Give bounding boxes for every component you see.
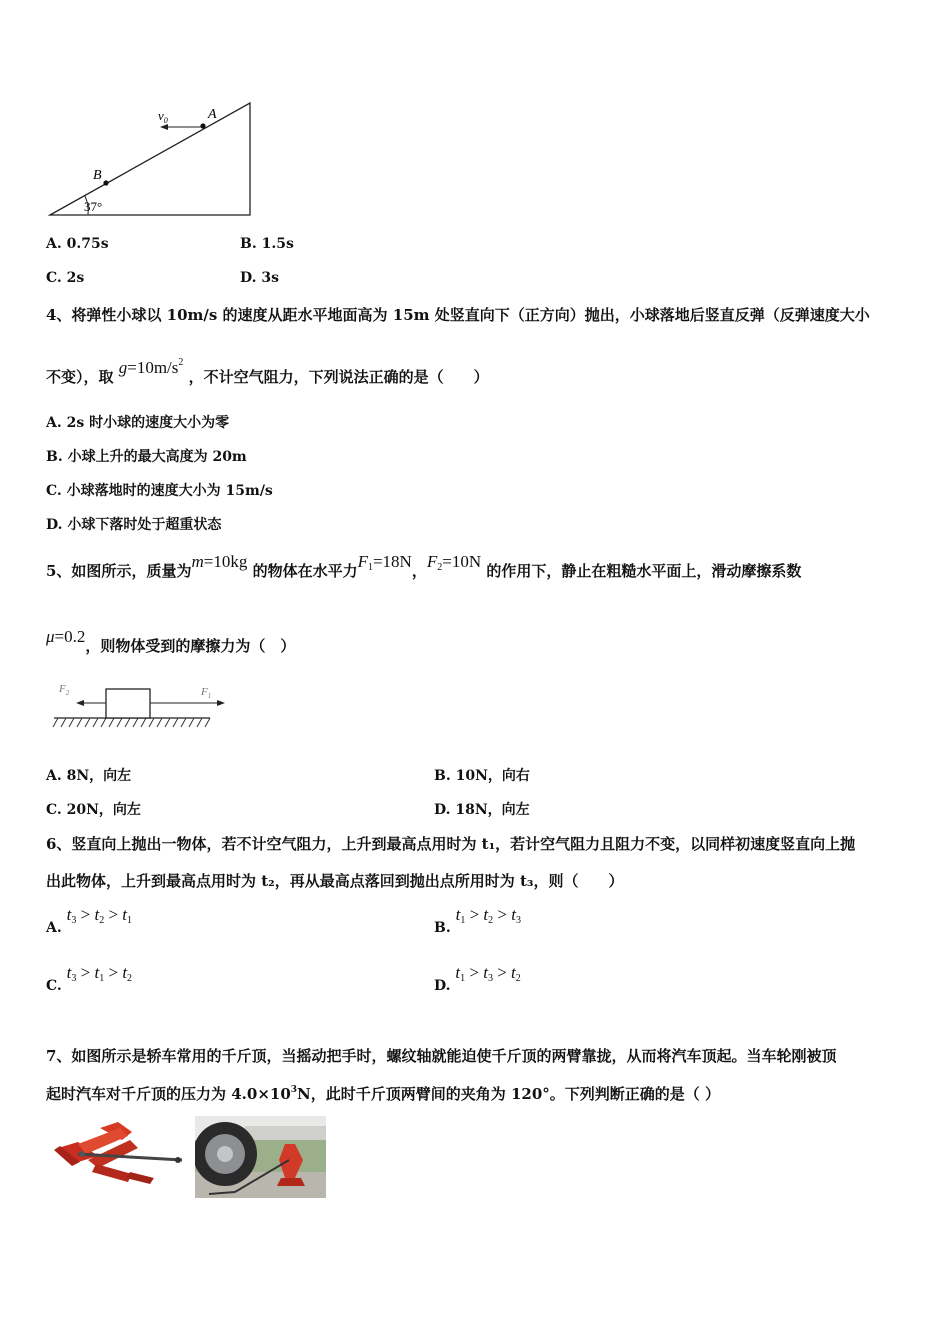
q5-option-b: B. 10N，向右	[434, 768, 530, 784]
q6-stem-line2: 出此物体，上升到最高点用时为 t₂，再从最高点落回到抛出点所用时为 t₃，则（ ）	[46, 872, 624, 890]
q5-stem-line1: 5、如图所示，质量为m=10kg 的物体在水平力$F_1=18N$，$F_2=10N$ 的作用下，静止在粗糙水平面上，滑动摩擦系数	[46, 552, 802, 580]
q7-stem-line1: 7、如图所示是轿车常用的千斤顶，当摇动把手时，螺纹轴就能迫使千斤顶的两臂靠拢，从而将汽车顶起。当车轮刚被顶	[46, 1047, 837, 1065]
mass-formula: m=10kg	[191, 552, 248, 571]
car-jack-photo	[195, 1116, 326, 1198]
f1-label: $F_1$	[201, 686, 212, 700]
incline-figure	[40, 95, 270, 225]
q4-option-d: D. 小球下落时处于超重状态	[46, 517, 222, 533]
q5-option-a: A. 8N，向左	[46, 768, 132, 784]
q4-option-a: A. 2s 时小球的速度大小为零	[46, 415, 230, 431]
v0-label: $v_0$	[158, 108, 168, 125]
q6-stem-line1: 6、竖直向上抛出一物体，若不计空气阻力，上升到最高点用时为 t₁，若计空气阻力且阻力不变，以同样初速度竖直向上抛	[46, 835, 856, 853]
f2-formula: $F_2=10N$	[426, 552, 482, 573]
q3-option-b: B. 1.5s	[240, 236, 294, 252]
q7-stem-line2: 起时汽车对千斤顶的压力为 $4.0\times 10^3N$，此时千斤顶两臂间的夹角为 120°。下列判断正确的是（ ）	[46, 1085, 721, 1103]
mu-formula: μ=0.2	[46, 627, 86, 646]
q6-option-a-formula: $t_3 > t_2 > t_1$	[66, 905, 133, 926]
q3-option-c: C. 2s	[46, 270, 85, 286]
scissor-jack-photo	[48, 1120, 186, 1192]
point-b-label: B	[93, 168, 102, 183]
q5-stem-line2: μ=0.2，则物体受到的摩擦力为（ ）	[46, 627, 296, 655]
point-a-label: A	[208, 107, 217, 122]
q6-option-b: B. $t_1 > t_2 > t_3$	[434, 905, 521, 936]
f1-formula: $F_1=18N$	[357, 552, 412, 573]
g-formula: $g=10m/s^2$	[118, 357, 184, 377]
q4-stem-line1: 4、将弹性小球以 10m/s 的速度从距水平地面高为 15m 处竖直向下（正方向）抛出，小球落地后竖直反弹（反弹速度大小	[46, 306, 870, 324]
q4-option-c: C. 小球落地时的速度大小为 15m/s	[46, 483, 273, 499]
angle-label: 37°	[84, 199, 103, 214]
q6-option-b-formula: $t_1 > t_2 > t_3$	[455, 905, 521, 926]
q5-option-c: C. 20N，向左	[46, 802, 141, 818]
q4-stem-line2: 不变），取 $g=10m/s^2$ ，不计空气阻力，下列说法正确的是（ ）	[46, 357, 489, 386]
q6-option-d-formula: $t_1 > t_3 > t_2$	[455, 963, 521, 984]
q6-option-d: D. $t_1 > t_3 > t_2$	[434, 963, 521, 994]
force-block-figure	[48, 678, 233, 730]
q3-option-d: D. 3s	[240, 270, 280, 286]
q4-option-b: B. 小球上升的最大高度为 20m	[46, 449, 247, 465]
q5-option-d: D. 18N，向左	[434, 802, 530, 818]
q3-option-a: A. 0.75s	[46, 236, 109, 252]
f2-label: $F_2$	[59, 683, 70, 697]
q6-option-c: C. $t_3 > t_1 > t_2$	[46, 963, 133, 994]
q6-option-c-formula: $t_3 > t_1 > t_2$	[66, 963, 133, 984]
q6-option-a: A. $t_3 > t_2 > t_1$	[46, 905, 133, 936]
